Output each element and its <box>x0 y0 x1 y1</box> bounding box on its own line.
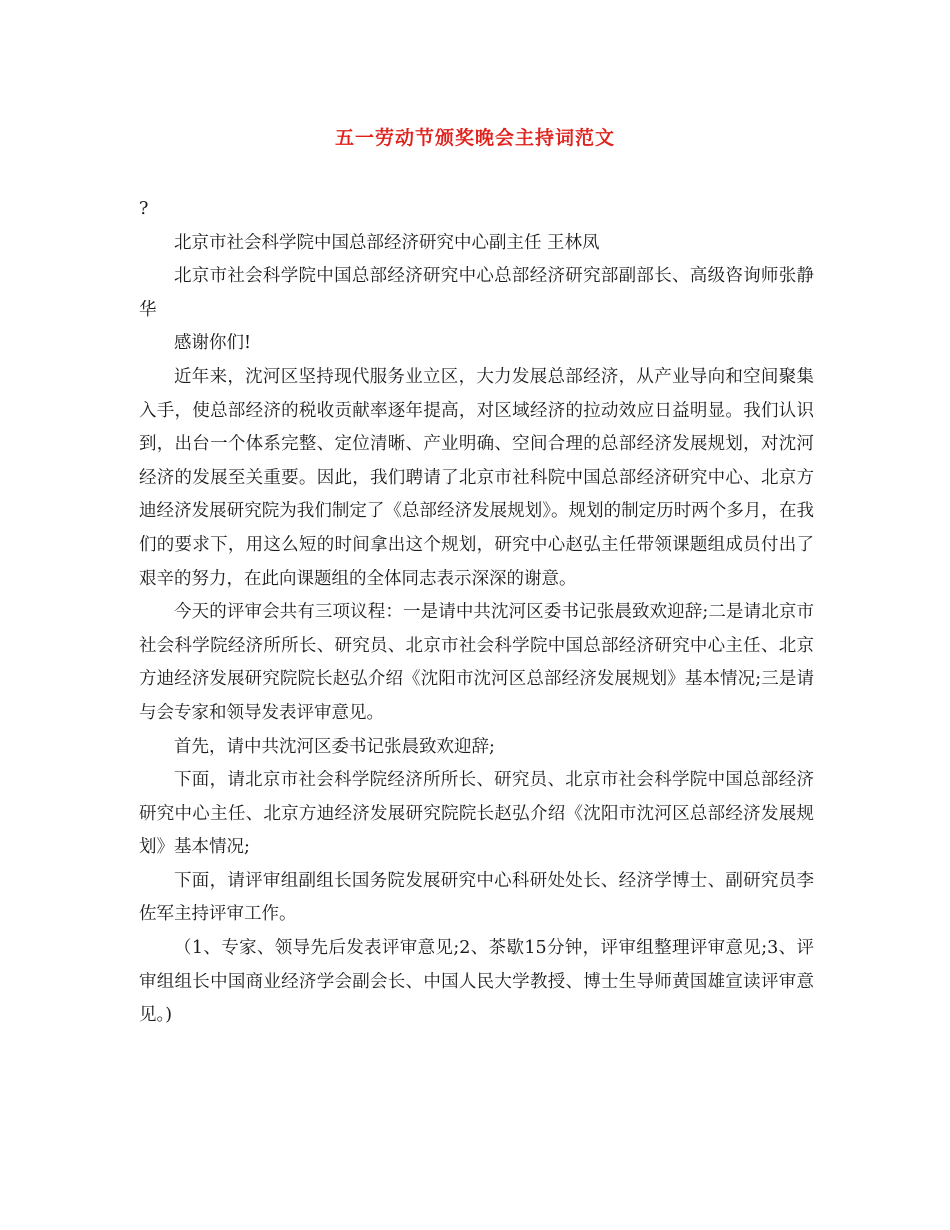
paragraph-plan-introduction: 下面，请北京市社会科学院经济所所长、研究员、北京市社会科学院中国总部经济研究中心主任、北京方迪经济发展研究院院长赵弘介绍《沈阳市沈河区总部经济发展规划》基本情况; <box>139 770 814 858</box>
paragraph-attendee-zhang: 北京市社会科学院中国总部经济研究中心总部经济研究部副部长、高级咨询师张静华 <box>139 266 814 320</box>
document-title: 五一劳动节颁奖晚会主持词范文 <box>334 127 615 149</box>
paragraph-thanks: 感谢你们! <box>174 333 252 354</box>
document-body <box>139 193 814 1033</box>
paragraph-background: 近年来，沈河区坚持现代服务业立区，大力发展总部经济，从产业导向和空间聚集入手，使总部经济的税收贡献率逐年提高，对区域经济的拉动效应日益明显。我们认识到，出台一个体系完整、定位清晰、产业明确、空间合理的总部经济发展规划，对沈河经济的发展至关重要。因此，我们聘请了北京市社科院中国总部经济研究中心、北京方迪经济发展研究院为我们制定了《总部经济发展规划》。规划的制定历时两个多月，在我们的要求下，用这么短的时间拿出这个规划，研究中心赵弘主任带领课题组成员付出了艰辛的努力，在此向课题组的全体同志表示深深的谢意。 <box>139 366 814 589</box>
paragraph-review-steps: （1、专家、领导先后发表评审意见;2、茶歇15分钟，评审组整理评审意见;3、评审组组长中国商业经济学会副会长、中国人民大学教授、博士生导师黄国雄宣读评审意见。) <box>139 938 814 1026</box>
paragraph-welcome-speech: 首先，请中共沈河区委书记张晨致欢迎辞; <box>174 736 495 757</box>
paragraph-agenda: 今天的评审会共有三项议程：一是请中共沈河区委书记张晨致欢迎辞;二是请北京市社会科学院经济所所长、研究员、北京市社会科学院中国总部经济研究中心主任、北京方迪经济发展研究院院长赵弘介绍《沈阳市沈河区总部经济发展规划》基本情况;三是请与会专家和领导发表评审意见。 <box>139 602 814 723</box>
paragraph-question-mark: ? <box>139 199 149 219</box>
paragraph-attendee-wang: 北京市社会科学院中国总部经济研究中心副主任 王林凤 <box>174 232 600 253</box>
paragraph-review-host: 下面，请评审组副组长国务院发展研究中心科研处处长、经济学博士、副研究员李佐军主持评审工作。 <box>139 870 814 925</box>
